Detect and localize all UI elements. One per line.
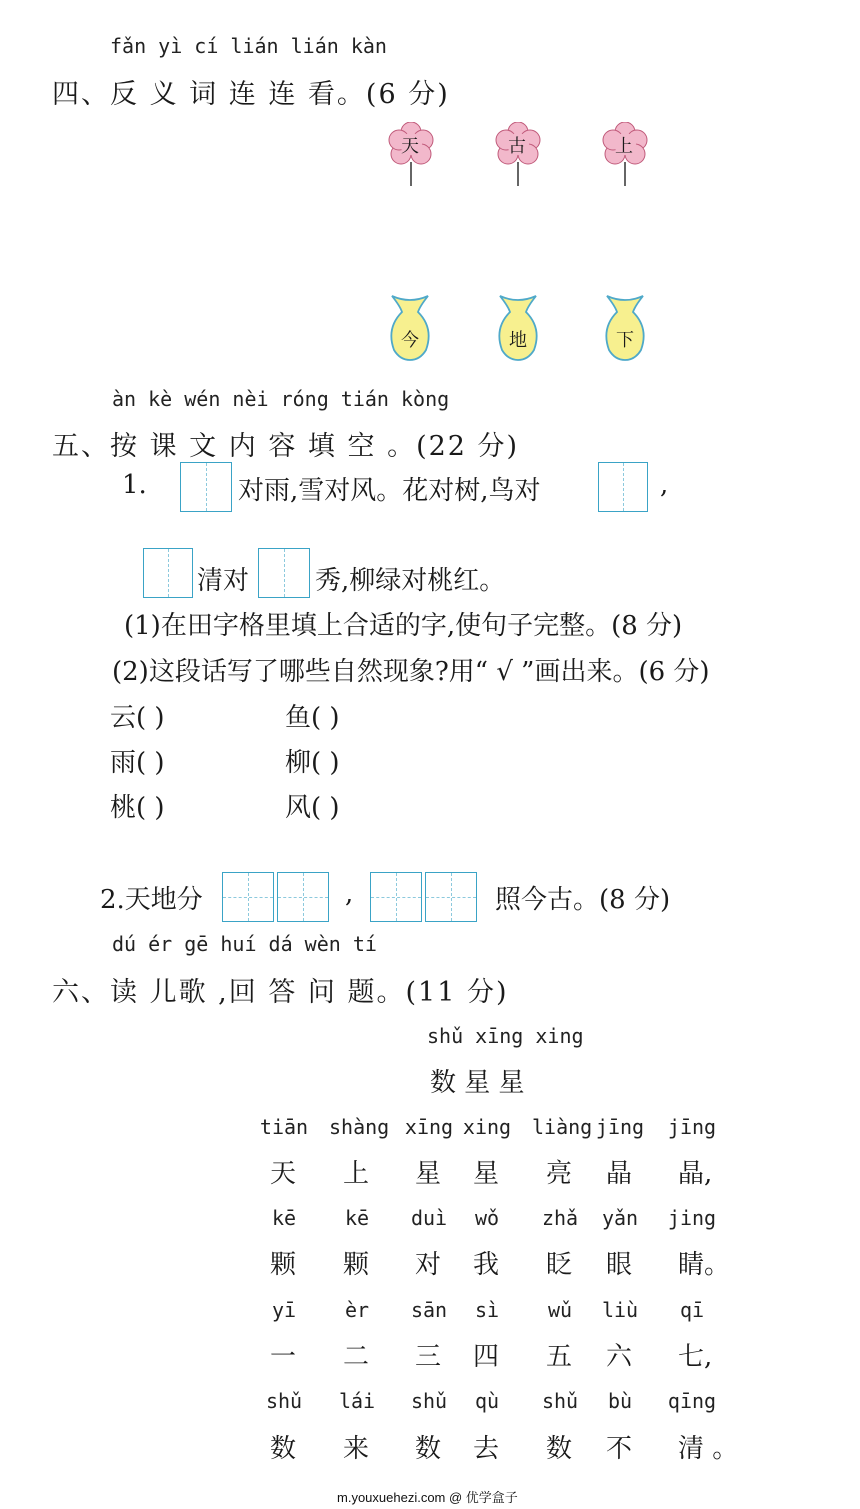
poem-pinyin: zhǎ — [541, 1206, 579, 1230]
tianzige-box[interactable] — [425, 872, 477, 922]
q1-line2-text-b: 秀,柳绿对桃红。 — [315, 566, 506, 596]
poem-pinyin: xīng — [404, 1115, 454, 1139]
poem-pinyin: sì — [474, 1298, 500, 1322]
q2-comma: , — [345, 879, 354, 909]
poem-pinyin: shǔ — [541, 1389, 579, 1413]
tianzige-box[interactable] — [258, 548, 310, 598]
poem-character: 晶, — [678, 1159, 713, 1189]
flower-char: 天 — [401, 136, 419, 157]
tianzige-box[interactable] — [222, 872, 274, 922]
poem-character: 四 — [473, 1342, 500, 1372]
poem-character: 对 — [415, 1250, 442, 1280]
tianzige-box[interactable] — [143, 548, 193, 598]
poem-pinyin: yǎn — [601, 1206, 639, 1230]
section5-title: 五、按 课 文 内 容 填 空 。(22 分) — [52, 431, 520, 462]
poem-character: 数 — [270, 1434, 297, 1464]
vase-1[interactable] — [386, 292, 434, 366]
poem-pinyin: qīng — [667, 1389, 717, 1413]
poem-character: 不 — [606, 1434, 633, 1464]
poem-character: 眨 — [546, 1250, 573, 1280]
poem-character: 来 — [343, 1434, 370, 1464]
poem-pinyin: shàng — [329, 1115, 390, 1139]
poem-title-pinyin: shǔ xīng xing — [427, 1024, 584, 1048]
poem-pinyin: jīng — [667, 1115, 717, 1139]
vase-2[interactable] — [494, 292, 542, 366]
section6-title: 六、读 儿歌 ,回 答 问 题。(11 分) — [52, 977, 509, 1008]
q1-line1-comma: , — [660, 470, 669, 500]
poem-character: 颗 — [343, 1250, 370, 1280]
choice-item[interactable]: 云( ) — [110, 703, 165, 733]
poem-pinyin: bù — [607, 1389, 633, 1413]
poem-character: 二 — [343, 1342, 370, 1372]
poem-character: 晶 — [606, 1159, 633, 1189]
poem-character: 去 — [473, 1434, 500, 1464]
q2-text-a: 2.天地分 — [100, 885, 203, 915]
poem-pinyin: kē — [344, 1206, 370, 1230]
poem-pinyin: qī — [679, 1298, 705, 1322]
poem-pinyin: tiān — [259, 1115, 309, 1139]
sub-question-1: (1)在田字格里填上合适的字,使句子完整。(8 分) — [124, 611, 683, 641]
section4-pinyin: fǎn yì cí lián lián kàn — [110, 34, 387, 58]
poem-title: 数 星 星 — [430, 1068, 525, 1098]
vase-char: 地 — [509, 330, 527, 351]
poem-character: 数 — [415, 1434, 442, 1464]
poem-character: 睛。 — [678, 1250, 731, 1280]
poem-pinyin: qù — [474, 1389, 500, 1413]
poem-pinyin: sān — [410, 1298, 448, 1322]
poem-pinyin: xing — [462, 1115, 512, 1139]
sub-question-2: (2)这段话写了哪些自然现象?用“ √ ”画出来。(6 分) — [112, 657, 710, 687]
poem-pinyin: shǔ — [265, 1389, 303, 1413]
choice-item[interactable]: 鱼( ) — [285, 703, 340, 733]
poem-character: 五 — [546, 1342, 573, 1372]
section4-title: 四、反 义 词 连 连 看。(6 分) — [52, 79, 450, 110]
flower-char: 古 — [508, 136, 526, 157]
poem-character: 我 — [473, 1250, 500, 1280]
poem-character: 亮 — [546, 1159, 573, 1189]
section5-pinyin: àn kè wén nèi róng tián kòng — [112, 387, 450, 411]
flower-3[interactable] — [599, 122, 651, 192]
poem-character: 眼 — [606, 1250, 633, 1280]
poem-character: 星 — [473, 1159, 500, 1189]
poem-pinyin: liù — [601, 1298, 639, 1322]
poem-character: 星 — [415, 1159, 442, 1189]
poem-pinyin: wǔ — [547, 1298, 573, 1322]
poem-character: 一 — [270, 1342, 297, 1372]
q1-number: 1. — [122, 470, 147, 500]
poem-character: 三 — [415, 1342, 442, 1372]
choice-item[interactable]: 雨( ) — [110, 748, 165, 778]
q1-line2-text-a: 清对 — [197, 566, 250, 596]
footer-watermark: m.youxuehezi.com @ 优学盒子 — [337, 1490, 518, 1505]
vase-char: 下 — [616, 330, 634, 351]
poem-pinyin: kē — [271, 1206, 297, 1230]
poem-pinyin: yī — [271, 1298, 297, 1322]
choice-item[interactable]: 风( ) — [285, 793, 340, 823]
poem-pinyin: jing — [667, 1206, 717, 1230]
poem-pinyin: wǒ — [474, 1206, 500, 1230]
poem-character: 上 — [343, 1159, 370, 1189]
poem-character: 数 — [546, 1434, 573, 1464]
q1-line1-text: 对雨,雪对风。花对树,鸟对 — [238, 476, 541, 506]
poem-pinyin: jīng — [595, 1115, 645, 1139]
poem-character: 颗 — [270, 1250, 297, 1280]
tianzige-box[interactable] — [370, 872, 422, 922]
section6-pinyin: dú ér gē huí dá wèn tí — [112, 932, 377, 956]
poem-character: 清 。 — [678, 1434, 739, 1464]
poem-pinyin: duì — [410, 1206, 448, 1230]
poem-character: 天 — [270, 1159, 297, 1189]
vase-char: 今 — [401, 330, 419, 351]
tianzige-box[interactable] — [598, 462, 648, 512]
choice-item[interactable]: 柳( ) — [285, 748, 340, 778]
poem-pinyin: èr — [344, 1298, 370, 1322]
q2-text-b: 照今古。(8 分) — [495, 885, 671, 915]
tianzige-box[interactable] — [180, 462, 232, 512]
flower-1[interactable] — [385, 122, 437, 192]
flower-char: 上 — [615, 136, 633, 157]
poem-character: 七, — [678, 1342, 713, 1372]
poem-pinyin: lái — [338, 1389, 376, 1413]
choice-item[interactable]: 桃( ) — [110, 793, 165, 823]
poem-character: 六 — [606, 1342, 633, 1372]
flower-2[interactable] — [492, 122, 544, 192]
tianzige-box[interactable] — [277, 872, 329, 922]
poem-pinyin: shǔ — [410, 1389, 448, 1413]
poem-pinyin: liàng — [532, 1115, 593, 1139]
vase-3[interactable] — [601, 292, 649, 366]
